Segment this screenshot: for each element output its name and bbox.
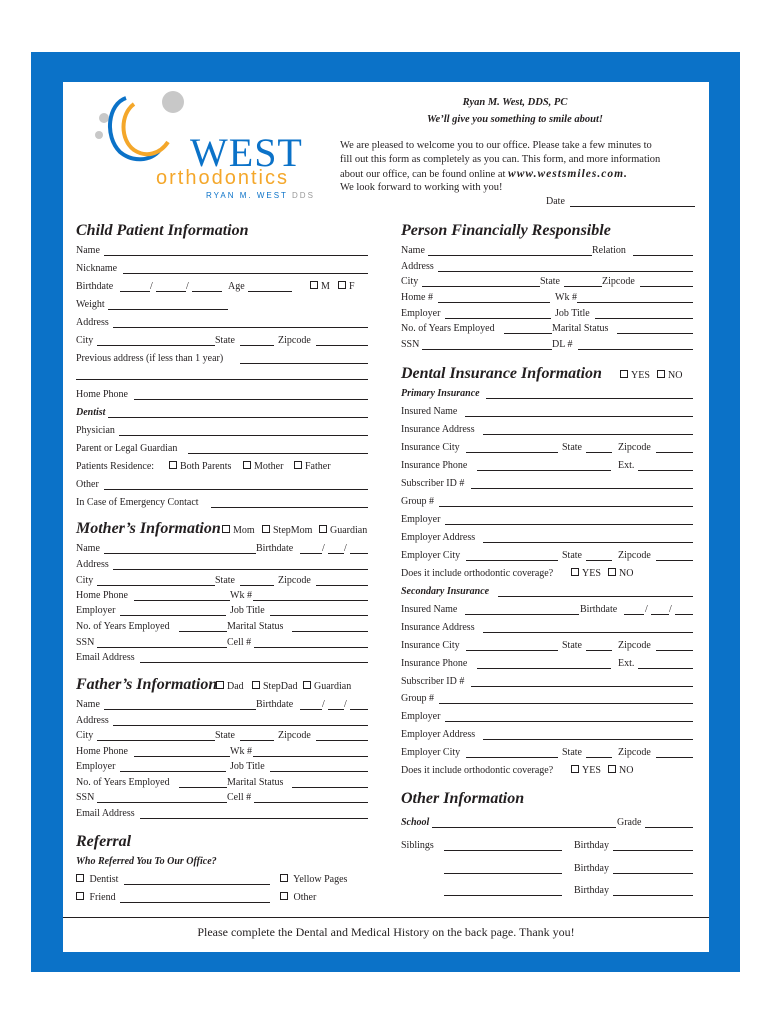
fin-ssn-label: SSN (401, 339, 420, 350)
child-state-label: State (215, 335, 235, 346)
practice-name: Ryan M. West, DDS, PC (462, 97, 568, 108)
checkbox-icon[interactable] (294, 461, 302, 469)
checkbox-icon[interactable] (252, 681, 260, 689)
intro-line-1: We are pleased to welcome you to our office. Please take a few minutes to (340, 140, 652, 151)
physician-label: Physician (76, 425, 115, 436)
p-insurance-phone-label: Insurance Phone (401, 460, 468, 471)
p-emp-zipcode-field[interactable] (656, 560, 693, 561)
p-insured-name-label: Insured Name (401, 406, 458, 417)
fin-home-label: Home # (401, 292, 433, 303)
fin-home-field[interactable] (438, 302, 550, 303)
intro-line-2: fill out this form as completely as you can. This form, and more information (340, 154, 661, 165)
father-birthdate-day-field[interactable] (328, 709, 344, 710)
p-insured-name-field[interactable] (465, 416, 693, 417)
sibling-2-name-field[interactable] (444, 873, 562, 874)
child-state-field[interactable] (240, 345, 274, 346)
mother-mom-option[interactable]: Mom (222, 525, 255, 537)
p-ext-field[interactable] (638, 470, 693, 471)
residence-both-parents-option[interactable]: Both Parents (169, 461, 231, 473)
dental-yes-option[interactable]: YES (620, 370, 650, 382)
fin-job-title-label: Job Title (555, 308, 590, 319)
child-zipcode-label: Zipcode (278, 335, 311, 346)
date-slash: / (186, 281, 189, 292)
s-insurance-phone-field[interactable] (477, 668, 611, 669)
date-slash: / (150, 281, 153, 292)
primary-insurance-label: Primary Insurance (401, 388, 480, 399)
dental-section-title: Dental Insurance Information (401, 365, 602, 382)
s-insured-name-field[interactable] (465, 614, 579, 615)
father-birthdate-label: Birthdate (256, 699, 294, 710)
sibling-3-name-field[interactable] (444, 895, 562, 896)
mother-city-label: City (76, 575, 94, 586)
p-group-label: Group # (401, 496, 435, 507)
s-group-field[interactable] (439, 703, 693, 704)
checkbox-icon[interactable] (243, 461, 251, 469)
mother-zipcode-label: Zipcode (278, 575, 311, 586)
fin-address-label: Address (401, 261, 434, 272)
mother-work-field[interactable] (253, 600, 368, 601)
referral-friend-option[interactable]: Friend (76, 892, 116, 904)
footer-note: Please complete the Dental and Medical History on the back page. Thank you! (197, 925, 575, 939)
emergency-contact-label: In Case of Emergency Contact (76, 497, 199, 508)
child-name-field[interactable] (104, 255, 368, 256)
mother-name-label: Name (76, 543, 100, 554)
checkbox-icon[interactable] (620, 370, 628, 378)
child-section-title: Child Patient Information (76, 222, 249, 239)
father-dad-option[interactable]: Dad (216, 681, 244, 693)
child-age-label: Age (228, 281, 245, 292)
father-state-label: State (215, 730, 235, 741)
father-zipcode-field[interactable] (316, 740, 368, 741)
s-insurance-phone-label: Insurance Phone (401, 658, 468, 669)
father-cell-field[interactable] (254, 802, 368, 803)
intro-line-3: about our office, can be found online at www.westsmiles.com. (340, 168, 628, 180)
mother-job-title-label: Job Title (230, 605, 265, 616)
child-address-field[interactable] (113, 327, 368, 328)
residence-father-option[interactable]: Father (294, 461, 331, 473)
father-years-field[interactable] (179, 787, 227, 788)
mother-zipcode-field[interactable] (316, 585, 368, 586)
fin-address-field[interactable] (438, 271, 693, 272)
p-state-label: State (562, 442, 582, 453)
p-ortho-no-option[interactable]: NO (608, 568, 633, 580)
checkbox-icon[interactable] (216, 681, 224, 689)
father-marital-label: Marital Status (227, 777, 284, 788)
s-insured-name-label: Insured Name (401, 604, 458, 615)
mother-stepmom-option[interactable]: StepMom (262, 525, 312, 537)
p-employer-label: Employer (401, 514, 441, 525)
father-email-field[interactable] (140, 818, 368, 819)
father-birthdate-month-field[interactable] (300, 709, 322, 710)
child-birthdate-month-field[interactable] (120, 291, 150, 292)
checkbox-icon[interactable] (303, 681, 311, 689)
mother-marital-field[interactable] (292, 631, 368, 632)
previous-address-field[interactable] (240, 363, 368, 364)
fin-relation-label: Relation (592, 245, 626, 256)
mother-address-field[interactable] (113, 569, 368, 570)
checkbox-icon[interactable] (657, 370, 665, 378)
checkbox-icon[interactable] (571, 765, 579, 773)
p-zipcode-label: Zipcode (618, 442, 651, 453)
checkbox-icon[interactable] (280, 892, 288, 900)
previous-address-label: Previous address (if less than 1 year) (76, 353, 224, 364)
referral-yellow-pages-option[interactable]: Yellow Pages (280, 874, 347, 886)
father-zipcode-label: Zipcode (278, 730, 311, 741)
footer-divider (63, 917, 709, 918)
checkbox-icon[interactable] (319, 525, 327, 533)
checkbox-icon[interactable] (280, 874, 288, 882)
checkbox-icon[interactable] (608, 568, 616, 576)
fin-city-field[interactable] (422, 286, 540, 287)
primary-insurance-field[interactable] (486, 398, 693, 399)
s-employer-label: Employer (401, 711, 441, 722)
checkbox-icon[interactable] (571, 568, 579, 576)
dentist-field[interactable] (108, 417, 368, 418)
fin-employer-field[interactable] (445, 318, 551, 319)
referral-dentist-field[interactable] (124, 884, 270, 885)
fin-zipcode-label: Zipcode (602, 276, 635, 287)
mother-birthdate-month-field[interactable] (300, 553, 322, 554)
father-city-label: City (76, 730, 94, 741)
father-marital-field[interactable] (292, 787, 368, 788)
child-city-label: City (76, 335, 94, 346)
child-age-field[interactable] (248, 291, 292, 292)
mother-work-label: Wk # (230, 590, 252, 601)
child-weight-field[interactable] (108, 309, 228, 310)
logo-doctor-name: RYAN M. WEST DDS (206, 191, 315, 200)
mother-home-phone-field[interactable] (134, 600, 230, 601)
father-cell-label: Cell # (227, 792, 252, 803)
p-employer-address-field[interactable] (483, 542, 693, 543)
date-slash: / (344, 543, 347, 554)
s-zipcode-label: Zipcode (618, 640, 651, 651)
mother-ssn-label: SSN (76, 637, 95, 648)
secondary-insurance-label: Secondary Insurance (401, 586, 490, 597)
checkbox-icon[interactable] (76, 874, 84, 882)
s-ortho-coverage-label: Does it include orthodontic coverage? (401, 765, 554, 776)
father-address-label: Address (76, 715, 109, 726)
s-birthdate-month-field[interactable] (624, 614, 644, 615)
date-slash: / (645, 604, 648, 615)
father-guardian-option[interactable]: Guardian (303, 681, 351, 693)
date-field[interactable] (570, 206, 695, 207)
mother-years-field[interactable] (179, 631, 227, 632)
child-weight-label: Weight (76, 299, 105, 310)
father-home-phone-field[interactable] (134, 756, 230, 757)
checkbox-icon[interactable] (169, 461, 177, 469)
p-state-field[interactable] (586, 452, 612, 453)
father-ssn-field[interactable] (97, 802, 227, 803)
child-zipcode-field[interactable] (316, 345, 368, 346)
s-emp-state-label: State (562, 747, 582, 758)
residence-label: Patients Residence: (76, 461, 155, 472)
p-employer-field[interactable] (445, 524, 693, 525)
s-subscriber-field[interactable] (471, 686, 693, 687)
mother-home-phone-label: Home Phone (76, 590, 128, 601)
emergency-contact-field[interactable] (211, 507, 368, 508)
p-ortho-coverage-label: Does it include orthodontic coverage? (401, 568, 554, 579)
mother-ssn-field[interactable] (97, 647, 227, 648)
father-job-title-field[interactable] (270, 771, 368, 772)
grade-label: Grade (617, 817, 642, 828)
father-city-field[interactable] (97, 740, 215, 741)
mother-birthdate-label: Birthdate (256, 543, 294, 554)
siblings-label: Siblings (401, 840, 434, 851)
residence-other-label: Other (76, 479, 99, 490)
p-insurance-phone-field[interactable] (477, 470, 611, 471)
checkbox-icon[interactable] (76, 892, 84, 900)
mother-state-label: State (215, 575, 235, 586)
mother-name-field[interactable] (104, 553, 256, 554)
checkbox-icon[interactable] (608, 765, 616, 773)
mother-employer-field[interactable] (120, 615, 226, 616)
father-work-field[interactable] (253, 756, 368, 757)
dental-no-option[interactable]: NO (657, 370, 682, 382)
fin-marital-label: Marital Status (552, 323, 609, 334)
fin-years-label: No. of Years Employed (401, 323, 495, 334)
fin-name-label: Name (401, 245, 425, 256)
checkbox-icon[interactable] (310, 281, 318, 289)
date-slash: / (344, 699, 347, 710)
gender-male-option[interactable]: M (310, 281, 330, 293)
p-subscriber-label: Subscriber ID # (401, 478, 465, 489)
other-section-title: Other Information (401, 790, 525, 807)
s-insurance-address-field[interactable] (483, 632, 693, 633)
father-home-phone-label: Home Phone (76, 746, 128, 757)
mother-city-field[interactable] (97, 585, 215, 586)
child-name-label: Name (76, 245, 100, 256)
fin-dl-label: DL # (552, 339, 573, 350)
mother-birthdate-day-field[interactable] (328, 553, 344, 554)
p-insurance-address-field[interactable] (483, 434, 693, 435)
fin-state-field[interactable] (564, 286, 602, 287)
residence-mother-option[interactable]: Mother (243, 461, 283, 473)
physician-field[interactable] (119, 435, 368, 436)
date-slash: / (322, 543, 325, 554)
s-emp-state-field[interactable] (586, 757, 612, 758)
s-emp-zipcode-field[interactable] (656, 757, 693, 758)
school-label: School (401, 817, 430, 828)
p-emp-zipcode-label: Zipcode (618, 550, 651, 561)
sibling-3-birthday-field[interactable] (613, 895, 693, 896)
checkbox-icon[interactable] (262, 525, 270, 533)
residence-other-field[interactable] (104, 489, 368, 490)
sibling-2-birthday-label: Birthday (574, 863, 609, 874)
fin-state-label: State (540, 276, 560, 287)
checkbox-icon[interactable] (222, 525, 230, 533)
fin-marital-field[interactable] (617, 333, 693, 334)
sibling-1-name-field[interactable] (444, 850, 562, 851)
mother-marital-label: Marital Status (227, 621, 284, 632)
s-state-label: State (562, 640, 582, 651)
child-address-label: Address (76, 317, 109, 328)
guardian-label: Parent or Legal Guardian (76, 443, 178, 454)
mother-section-title: Mother’s Information (76, 520, 221, 537)
dentist-label: Dentist (76, 407, 106, 418)
date-label: Date (546, 196, 565, 207)
mother-email-field[interactable] (140, 662, 368, 663)
form-sheet (63, 82, 709, 952)
gender-female-option[interactable]: F (338, 281, 355, 293)
mother-cell-label: Cell # (227, 637, 252, 648)
father-ssn-label: SSN (76, 792, 95, 803)
child-birthdate-day-field[interactable] (156, 291, 186, 292)
sibling-3-birthday-label: Birthday (574, 885, 609, 896)
date-slash: / (669, 604, 672, 615)
s-subscriber-label: Subscriber ID # (401, 676, 465, 687)
p-ortho-yes-option[interactable]: YES (571, 568, 601, 580)
s-state-field[interactable] (586, 650, 612, 651)
child-birthdate-label: Birthdate (76, 281, 114, 292)
s-birthdate-label: Birthdate (580, 604, 618, 615)
p-employer-city-field[interactable] (466, 560, 558, 561)
father-work-label: Wk # (230, 746, 252, 757)
sibling-2-birthday-field[interactable] (613, 873, 693, 874)
fin-dl-field[interactable] (578, 349, 693, 350)
smile-logo-icon (90, 88, 190, 168)
p-employer-address-label: Employer Address (401, 532, 476, 543)
father-section-title: Father’s Information (76, 676, 218, 693)
p-insurance-city-label: Insurance City (401, 442, 460, 453)
mother-years-label: No. of Years Employed (76, 621, 170, 632)
father-employer-label: Employer (76, 761, 116, 772)
sibling-1-birthday-field[interactable] (613, 850, 693, 851)
s-group-label: Group # (401, 693, 435, 704)
p-ext-label: Ext. (618, 460, 635, 471)
p-emp-state-field[interactable] (586, 560, 612, 561)
mother-cell-field[interactable] (254, 647, 368, 648)
fin-name-field[interactable] (428, 255, 592, 256)
child-home-phone-label: Home Phone (76, 389, 128, 400)
fin-work-label: Wk # (555, 292, 577, 303)
s-emp-zipcode-label: Zipcode (618, 747, 651, 758)
tagline: We’ll give you something to smile about! (427, 114, 603, 125)
p-insurance-address-label: Insurance Address (401, 424, 475, 435)
s-employer-address-field[interactable] (483, 739, 693, 740)
p-group-field[interactable] (439, 506, 693, 507)
school-field[interactable] (432, 827, 616, 828)
s-ortho-no-option[interactable]: NO (608, 765, 633, 777)
s-zipcode-field[interactable] (656, 650, 693, 651)
financial-section-title: Person Financially Responsible (401, 222, 611, 239)
child-nickname-label: Nickname (76, 263, 118, 274)
grade-field[interactable] (645, 827, 693, 828)
father-stepdad-option[interactable]: StepDad (252, 681, 297, 693)
fin-years-field[interactable] (504, 333, 552, 334)
father-address-field[interactable] (113, 725, 368, 726)
guardian-field[interactable] (188, 453, 368, 454)
logo-word-orthodontics: orthodontics (156, 167, 289, 189)
fin-relation-field[interactable] (633, 255, 693, 256)
mother-state-field[interactable] (240, 585, 274, 586)
father-job-title-label: Job Title (230, 761, 265, 772)
fin-job-title-field[interactable] (595, 318, 693, 319)
s-ext-label: Ext. (618, 658, 635, 669)
fin-zipcode-field[interactable] (640, 286, 693, 287)
fin-ssn-field[interactable] (422, 349, 552, 350)
previous-address-field-2[interactable] (76, 379, 368, 380)
referral-question: Who Referred You To Our Office? (76, 856, 217, 867)
child-birthdate-year-field[interactable] (192, 291, 222, 292)
sibling-1-birthday-label: Birthday (574, 840, 609, 851)
s-insurance-city-label: Insurance City (401, 640, 460, 651)
father-state-field[interactable] (240, 740, 274, 741)
mother-email-label: Email Address (76, 652, 135, 663)
father-name-label: Name (76, 699, 100, 710)
mother-birthdate-year-field[interactable] (350, 553, 368, 554)
s-birthdate-year-field[interactable] (675, 614, 693, 615)
child-home-phone-field[interactable] (134, 399, 368, 400)
father-name-field[interactable] (104, 709, 256, 710)
child-nickname-field[interactable] (123, 273, 368, 274)
p-subscriber-field[interactable] (471, 488, 693, 489)
mother-address-label: Address (76, 559, 109, 570)
fin-city-label: City (401, 276, 419, 287)
s-employer-address-label: Employer Address (401, 729, 476, 740)
father-email-label: Email Address (76, 808, 135, 819)
referral-section-title: Referral (76, 833, 132, 850)
referral-dentist-option[interactable]: Dentist (76, 874, 118, 886)
s-employer-city-label: Employer City (401, 747, 461, 758)
p-employer-city-label: Employer City (401, 550, 461, 561)
s-employer-city-field[interactable] (466, 757, 558, 758)
secondary-insurance-field[interactable] (498, 596, 693, 597)
logo-word-west: WEST (190, 130, 303, 175)
mother-job-title-field[interactable] (270, 615, 368, 616)
p-zipcode-field[interactable] (656, 452, 693, 453)
checkbox-icon[interactable] (338, 281, 346, 289)
mother-guardian-option[interactable]: Guardian (319, 525, 367, 537)
father-birthdate-year-field[interactable] (350, 709, 368, 710)
child-city-field[interactable] (97, 345, 215, 346)
s-insurance-city-field[interactable] (466, 650, 558, 651)
fin-employer-label: Employer (401, 308, 441, 319)
fin-work-field[interactable] (577, 302, 693, 303)
mother-employer-label: Employer (76, 605, 116, 616)
s-insurance-address-label: Insurance Address (401, 622, 475, 633)
s-ortho-yes-option[interactable]: YES (571, 765, 601, 777)
intro-line-4: We look forward to working with you! (340, 182, 503, 193)
father-years-label: No. of Years Employed (76, 777, 170, 788)
p-insurance-city-field[interactable] (466, 452, 558, 453)
referral-friend-field[interactable] (120, 902, 270, 903)
s-birthdate-day-field[interactable] (651, 614, 669, 615)
s-employer-field[interactable] (445, 721, 693, 722)
s-ext-field[interactable] (638, 668, 693, 669)
website-link[interactable]: www.westsmiles.com. (508, 168, 628, 180)
father-employer-field[interactable] (120, 771, 226, 772)
date-slash: / (322, 699, 325, 710)
referral-other-option[interactable]: Other (280, 892, 316, 904)
p-emp-state-label: State (562, 550, 582, 561)
